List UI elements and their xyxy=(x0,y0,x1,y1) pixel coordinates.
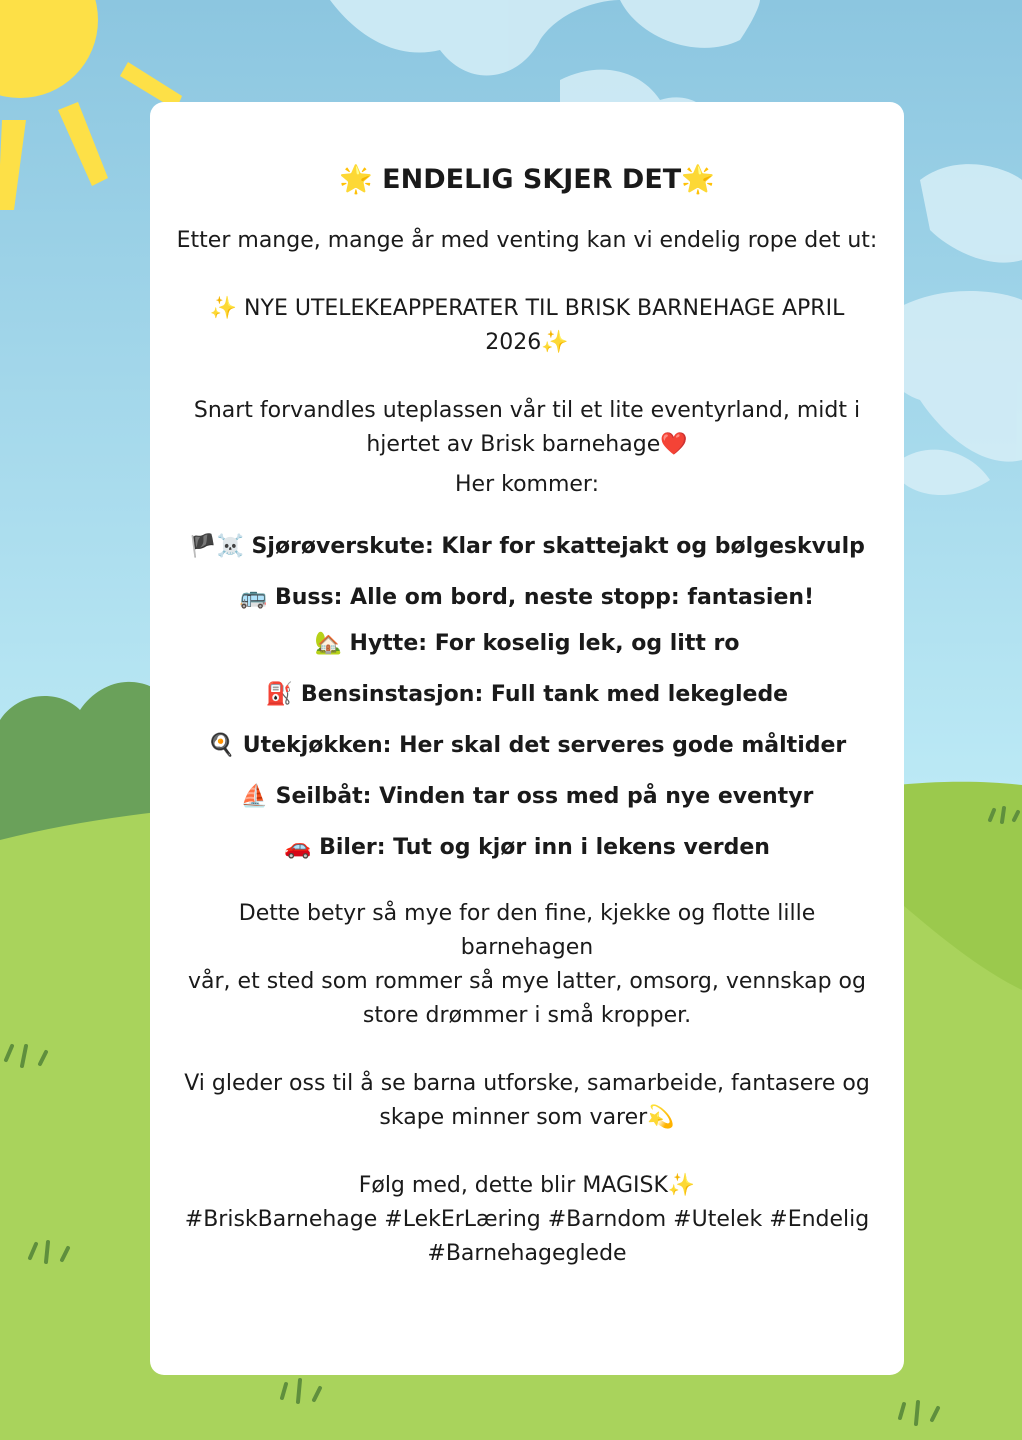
feature-bus: 🚌 Buss: Alle om bord, neste stopp: fantasien! xyxy=(239,585,815,610)
meaning-line-3: store drømmer i små kropper. xyxy=(362,1003,692,1028)
feature-sailboat: ⛵ Seilbåt: Vinden tar oss med på nye eventyr xyxy=(240,784,814,809)
feature-pirate-ship: 🏴☠️ Sjørøverskute: Klar for skattejakt og bølgeskvulp xyxy=(189,534,865,559)
announcement-card xyxy=(150,102,904,1375)
poster-title: 🌟 ENDELIG SKJER DET🌟 xyxy=(339,164,715,195)
feature-gas-station: ⛽ Bensinstasjon: Full tank med lekeglede xyxy=(265,682,789,707)
feature-cars: 🚗 Biler: Tut og kjør inn i lekens verden xyxy=(284,835,770,860)
meaning-line-2: vår, et sted som rommer så mye latter, omsorg, vennskap og xyxy=(188,969,866,994)
announcement-line-1: ✨ NYE UTELEKEAPPERATER TIL BRISK BARNEHAGE APRIL xyxy=(209,296,845,321)
list-heading: Her kommer: xyxy=(455,472,599,497)
hashtags-line-2: #Barnehageglede xyxy=(427,1241,627,1266)
announcement-line-2: 2026✨ xyxy=(485,330,569,355)
description-line-2: hjertet av Brisk barnehage❤️ xyxy=(366,432,688,457)
meaning-line-1: Dette betyr så mye for den fine, kjekke og flotte lille barnehagen xyxy=(238,901,816,960)
joy-line-2: skape minner som varer💫 xyxy=(379,1105,675,1130)
follow-text: Følg med, dette blir MAGISK✨ xyxy=(358,1173,696,1198)
intro-text: Etter mange, mange år med venting kan vi endelig rope det ut: xyxy=(176,228,878,253)
feature-cabin: 🏡 Hytte: For koselig lek, og litt ro xyxy=(314,631,740,656)
feature-outdoor-kitchen: 🍳 Utekjøkken: Her skal det serveres gode måltider xyxy=(207,733,847,758)
feature-list xyxy=(170,530,884,865)
hashtags-line-1: #BriskBarnehage #LekErLæring #Barndom #Utelek #Endelig xyxy=(184,1207,870,1232)
description-line-1: Snart forvandles uteplassen vår til et lite eventyrland, midt i xyxy=(193,398,861,423)
joy-line-1: Vi gleder oss til å se barna utforske, samarbeide, fantasere og xyxy=(184,1071,870,1096)
